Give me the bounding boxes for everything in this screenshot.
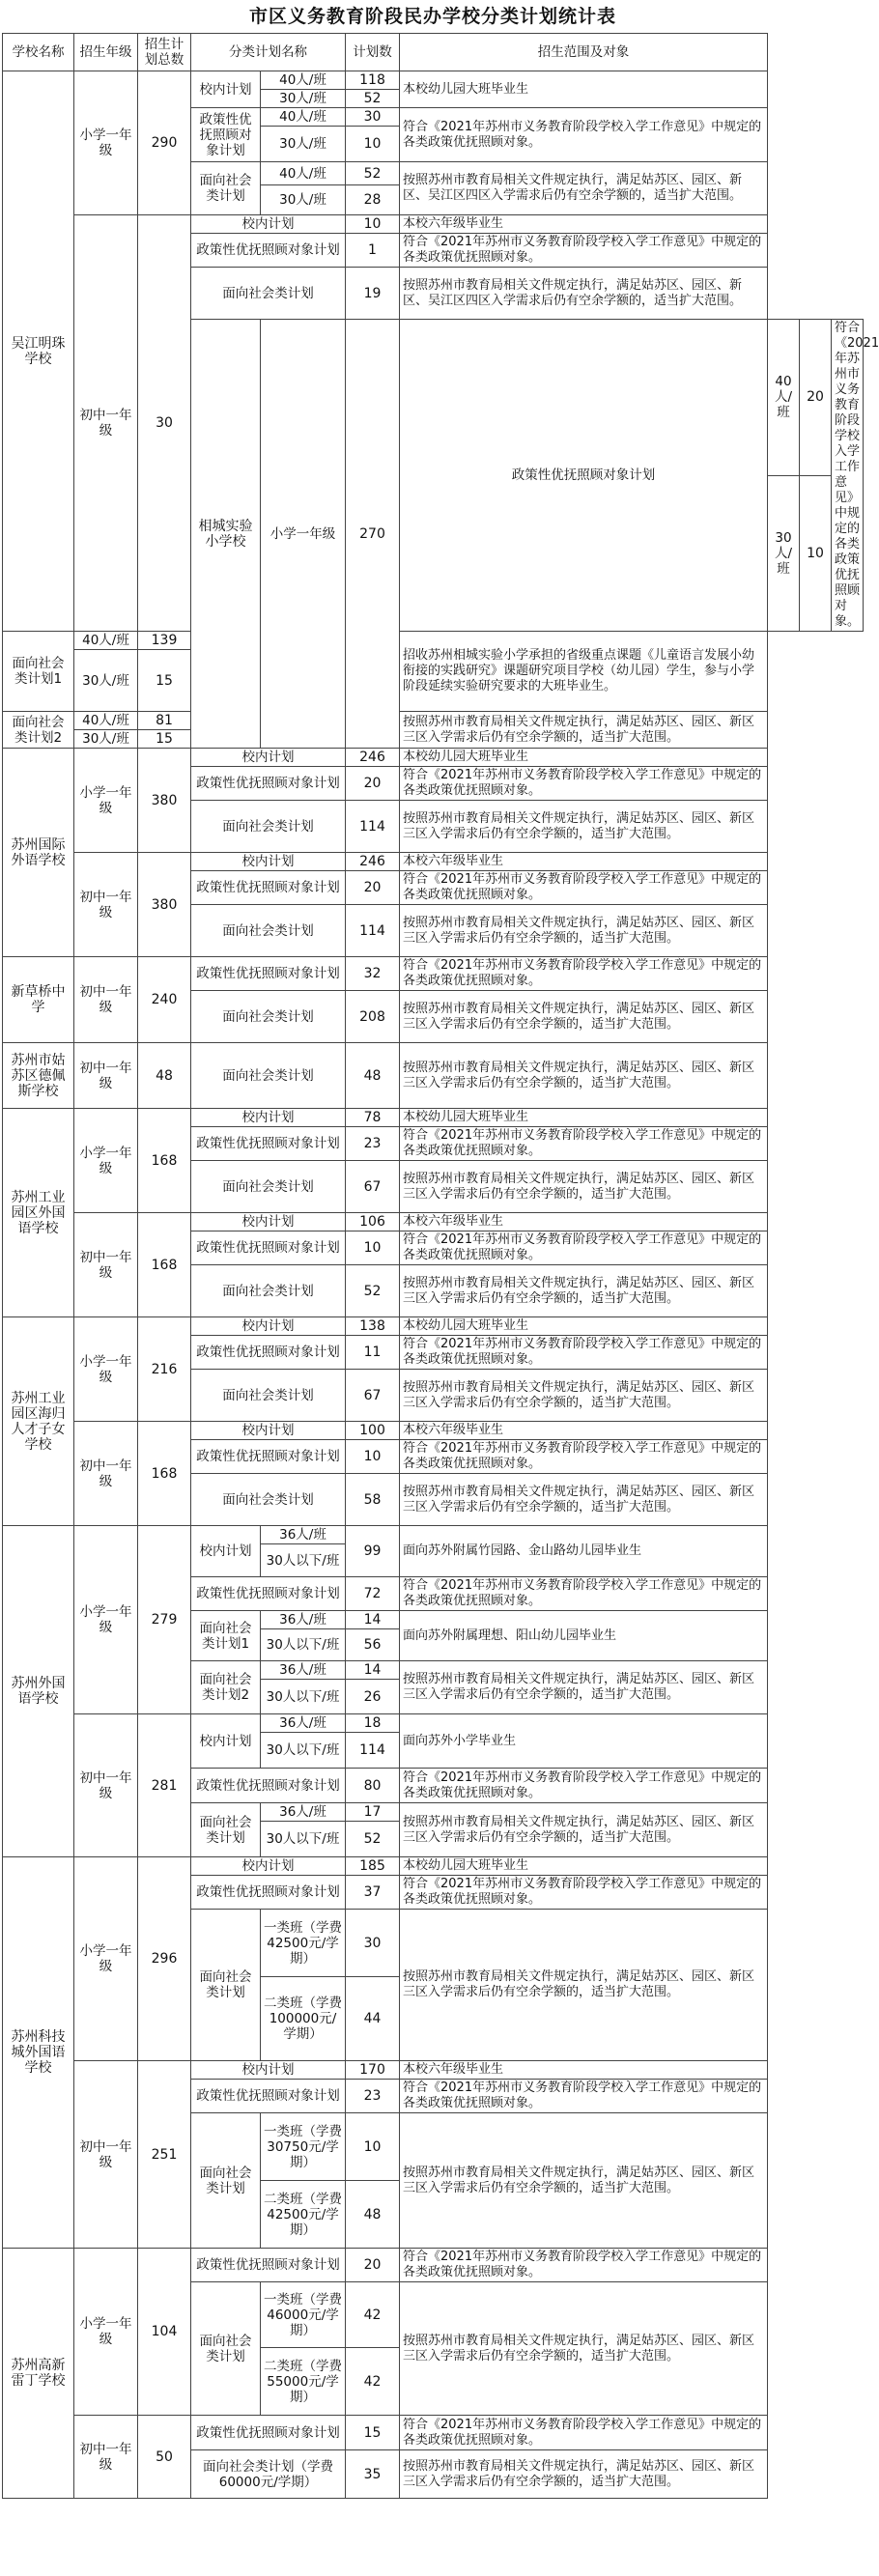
plan-count: 10 xyxy=(346,215,400,234)
scope: 符合《2021年苏州市义务教育阶段学校入学工作意见》中规定的各类政策优抚照顾对象。 xyxy=(400,2249,768,2282)
header-total: 招生计划总数 xyxy=(138,34,191,71)
plan-count: 15 xyxy=(346,2416,400,2450)
grade-total: 168 xyxy=(138,1109,191,1213)
plan-count: 80 xyxy=(346,1769,400,1803)
header-plan-name: 分类计划名称 xyxy=(191,34,346,71)
plan-name: 校内计划 xyxy=(191,853,346,871)
fee-class: 二类班（学费55000元/学期） xyxy=(261,2348,346,2416)
plan-count: 72 xyxy=(346,1577,400,1611)
class-size: 30人以下/班 xyxy=(261,1680,346,1714)
plan-name: 政策性优抚照顾对象计划 xyxy=(191,2080,346,2113)
fee-class: 二类班（学费42500元/学期） xyxy=(261,2181,346,2249)
grade-total: 251 xyxy=(138,2061,191,2249)
plan-count: 10 xyxy=(346,127,400,162)
scope: 符合《2021年苏州市义务教育阶段学校入学工作意见》中规定的各类政策优抚照顾对象。 xyxy=(400,1231,768,1265)
plan-name: 校内计划 xyxy=(191,1857,346,1876)
scope: 招收苏州相城实验小学承担的省级重点课题《儿童语言发展小幼衔接的实践研究》课题研究项目学校（幼儿园）学生，参与小学阶段延续实验研究要求的大班毕业生。 xyxy=(400,632,768,712)
scope: 本校幼儿园大班毕业生 xyxy=(400,71,768,108)
scope: 按照苏州市教育局相关文件规定执行，满足姑苏区、园区、新区三区入学需求后仍有空余学额的，适当扩大范围。 xyxy=(400,1910,768,2061)
scope: 按照苏州市教育局相关文件规定执行，满足姑苏区、园区、新区三区入学需求后仍有空余学额的，适当扩大范围。 xyxy=(400,1161,768,1213)
plan-count: 81 xyxy=(138,712,191,730)
plan-name: 面向社会类计划 xyxy=(191,2113,261,2249)
scope: 符合《2021年苏州市义务教育阶段学校入学工作意见》中规定的各类政策优抚照顾对象。 xyxy=(400,767,768,801)
page-title: 市区义务教育阶段民办学校分类计划统计表 xyxy=(248,6,616,27)
plan-count: 48 xyxy=(346,2181,400,2249)
scope: 按照苏州市教育局相关文件规定执行，满足姑苏区、园区、新区、吴江区四区入学需求后仍有空余学额的，适当扩大范围。 xyxy=(400,162,768,215)
scope: 面向苏外小学毕业生 xyxy=(400,1714,768,1769)
plan-count: 139 xyxy=(138,632,191,650)
plan-name: 校内计划 xyxy=(191,1213,346,1231)
plan-name: 面向社会类计划1 xyxy=(3,632,74,712)
plan-count: 15 xyxy=(138,730,191,749)
scope: 符合《2021年苏州市义务教育阶段学校入学工作意见》中规定的各类政策优抚照顾对象。 xyxy=(400,1127,768,1161)
class-size: 40人/班 xyxy=(768,320,800,476)
plan-count: 56 xyxy=(346,1629,400,1661)
class-size: 36人/班 xyxy=(261,1803,346,1822)
plan-name: 政策性优抚照顾对象计划 xyxy=(191,1440,346,1474)
scope: 按照苏州市教育局相关文件规定执行，满足姑苏区、园区、新区三区入学需求后仍有空余学额的，适当扩大范围。 xyxy=(400,1661,768,1714)
scope: 符合《2021年苏州市义务教育阶段学校入学工作意见》中规定的各类政策优抚照顾对象。 xyxy=(400,2080,768,2113)
school-name: 苏州外国语学校 xyxy=(3,1526,74,1857)
plan-name: 面向社会类计划 xyxy=(191,1803,261,1857)
scope: 按照苏州市教育局相关文件规定执行，满足姑苏区、园区、新区三区入学需求后仍有空余学额的，适当扩大范围。 xyxy=(400,1474,768,1526)
plan-name: 政策性优抚照顾对象计划 xyxy=(191,234,346,268)
scope: 按照苏州市教育局相关文件规定执行，满足姑苏区、园区、新区三区入学需求后仍有空余学额的，适当扩大范围。 xyxy=(400,801,768,853)
plan-count: 32 xyxy=(346,957,400,991)
school-name: 苏州高新雷丁学校 xyxy=(3,2249,74,2499)
plan-count: 19 xyxy=(346,268,400,320)
plan-count: 11 xyxy=(346,1336,400,1370)
plan-count: 42 xyxy=(346,2348,400,2416)
plan-name: 面向社会类计划（学费60000元/学期） xyxy=(191,2450,346,2499)
class-size: 30人/班 xyxy=(74,730,138,749)
plan-count: 35 xyxy=(346,2450,400,2499)
class-size: 30人/班 xyxy=(261,127,346,162)
scope: 按照苏州市教育局相关文件规定执行，满足姑苏区、园区、新区三区入学需求后仍有空余学额的，适当扩大范围。 xyxy=(400,1265,768,1317)
plan-count: 138 xyxy=(346,1317,400,1336)
scope: 符合《2021年苏州市义务教育阶段学校入学工作意见》中规定的各类政策优抚照顾对象。 xyxy=(400,1577,768,1611)
grade-total: 270 xyxy=(346,320,400,749)
class-size: 30人/班 xyxy=(74,650,138,712)
plan-count: 42 xyxy=(346,2282,400,2348)
scope: 本校幼儿园大班毕业生 xyxy=(400,1857,768,1876)
school-name: 苏州工业园区海归人才子女学校 xyxy=(3,1317,74,1526)
scope: 本校六年级毕业生 xyxy=(400,215,768,234)
class-size: 30人以下/班 xyxy=(261,1629,346,1661)
grade-total: 168 xyxy=(138,1213,191,1317)
class-size: 40人/班 xyxy=(74,632,138,650)
plan-count: 67 xyxy=(346,1161,400,1213)
plan-count: 48 xyxy=(346,1043,400,1109)
class-size: 36人/班 xyxy=(261,1714,346,1733)
grade: 小学一年级 xyxy=(74,2249,138,2416)
plan-count: 78 xyxy=(346,1109,400,1127)
plan-count: 30 xyxy=(346,1910,400,1977)
class-size: 30人以下/班 xyxy=(261,1544,346,1577)
plan-name: 政策性优抚照顾对象计划 xyxy=(191,957,346,991)
plan-name: 面向社会类计划 xyxy=(191,2282,261,2416)
grade-total: 380 xyxy=(138,749,191,853)
plan-name: 政策性优抚照顾对象计划 xyxy=(191,871,346,905)
grade: 小学一年级 xyxy=(74,749,138,853)
grade-total: 296 xyxy=(138,1857,191,2061)
scope: 按照苏州市教育局相关文件规定执行，满足姑苏区、园区、新区三区入学需求后仍有空余学额的，适当扩大范围。 xyxy=(400,2113,768,2249)
class-size: 40人/班 xyxy=(74,712,138,730)
scope: 符合《2021年苏州市义务教育阶段学校入学工作意见》中规定的各类政策优抚照顾对象。 xyxy=(400,2416,768,2450)
plan-count: 18 xyxy=(346,1714,400,1733)
scope: 按照苏州市教育局相关文件规定执行，满足姑苏区、园区、新区三区入学需求后仍有空余学额的，适当扩大范围。 xyxy=(400,2282,768,2416)
class-size: 40人/班 xyxy=(261,108,346,127)
scope: 本校幼儿园大班毕业生 xyxy=(400,1109,768,1127)
scope: 面向苏外附属理想、阳山幼儿园毕业生 xyxy=(400,1611,768,1661)
grade: 小学一年级 xyxy=(74,1109,138,1213)
plan-name: 政策性优抚照顾对象计划 xyxy=(191,1127,346,1161)
grade-total: 104 xyxy=(138,2249,191,2416)
scope: 本校六年级毕业生 xyxy=(400,1213,768,1231)
plan-count: 20 xyxy=(800,320,832,476)
class-size: 36人/班 xyxy=(261,1526,346,1544)
grade-total: 290 xyxy=(138,71,191,215)
plan-name: 校内计划 xyxy=(191,71,261,108)
plan-count: 28 xyxy=(346,185,400,215)
plan-count: 246 xyxy=(346,749,400,767)
plan-count: 10 xyxy=(346,1440,400,1474)
plan-count: 246 xyxy=(346,853,400,871)
class-size: 36人/班 xyxy=(261,1661,346,1680)
plan-count: 37 xyxy=(346,1876,400,1910)
grade: 初中一年级 xyxy=(74,853,138,957)
plan-count: 52 xyxy=(346,162,400,185)
school-name: 相城实验小学校 xyxy=(191,320,261,749)
scope: 面向苏外附属竹园路、金山路幼儿园毕业生 xyxy=(400,1526,768,1577)
grade: 初中一年级 xyxy=(74,1714,138,1857)
school-name: 苏州国际外语学校 xyxy=(3,749,74,957)
school-name: 吴江明珠学校 xyxy=(3,71,74,632)
scope: 符合《2021年苏州市义务教育阶段学校入学工作意见》中规定的各类政策优抚照顾对象。 xyxy=(832,320,864,632)
plan-name: 政策性优抚照顾对象计划 xyxy=(191,1231,346,1265)
scope: 按照苏州市教育局相关文件规定执行，满足姑苏区、园区、新区、吴江区四区入学需求后仍有空余学额的，适当扩大范围。 xyxy=(400,268,768,320)
grade: 小学一年级 xyxy=(261,320,346,749)
scope: 按照苏州市教育局相关文件规定执行，满足姑苏区、园区、新区三区入学需求后仍有空余学额的，适当扩大范围。 xyxy=(400,2450,768,2499)
plan-count: 44 xyxy=(346,1977,400,2061)
scope: 本校幼儿园大班毕业生 xyxy=(400,1317,768,1336)
class-size: 30人/班 xyxy=(261,185,346,215)
scope: 按照苏州市教育局相关文件规定执行，满足姑苏区、园区、新区三区入学需求后仍有空余学额的，适当扩大范围。 xyxy=(400,1803,768,1857)
plan-name: 政策性优抚照顾对象计划 xyxy=(191,108,261,162)
plan-count: 23 xyxy=(346,2080,400,2113)
grade-total: 281 xyxy=(138,1714,191,1857)
enrollment-table xyxy=(2,33,879,2499)
plan-name: 面向社会类计划 xyxy=(191,1474,346,1526)
plan-count: 15 xyxy=(138,650,191,712)
grade-total: 216 xyxy=(138,1317,191,1422)
header-school: 学校名称 xyxy=(3,34,74,71)
scope: 符合《2021年苏州市义务教育阶段学校入学工作意见》中规定的各类政策优抚照顾对象。 xyxy=(400,108,768,162)
grade-total: 240 xyxy=(138,957,191,1043)
grade-total: 279 xyxy=(138,1526,191,1714)
plan-name: 面向社会类计划 xyxy=(191,1265,346,1317)
grade: 初中一年级 xyxy=(74,2416,138,2499)
plan-count: 20 xyxy=(346,767,400,801)
class-size: 40人/班 xyxy=(261,71,346,90)
plan-name: 校内计划 xyxy=(191,215,346,234)
scope: 本校六年级毕业生 xyxy=(400,2061,768,2080)
scope: 符合《2021年苏州市义务教育阶段学校入学工作意见》中规定的各类政策优抚照顾对象。 xyxy=(400,234,768,268)
plan-name: 政策性优抚照顾对象计划 xyxy=(191,1577,346,1611)
plan-count: 99 xyxy=(346,1526,400,1577)
plan-count: 58 xyxy=(346,1474,400,1526)
plan-name: 面向社会类计划2 xyxy=(191,1661,261,1714)
grade: 初中一年级 xyxy=(74,1213,138,1317)
class-size: 40人/班 xyxy=(261,162,346,185)
grade-total: 30 xyxy=(138,215,191,632)
scope: 符合《2021年苏州市义务教育阶段学校入学工作意见》中规定的各类政策优抚照顾对象。 xyxy=(400,871,768,905)
class-size: 30人/班 xyxy=(768,475,800,632)
plan-count: 52 xyxy=(346,90,400,108)
plan-count: 20 xyxy=(346,871,400,905)
school-name: 苏州科技城外国语学校 xyxy=(3,1857,74,2249)
plan-name: 政策性优抚照顾对象计划 xyxy=(191,1336,346,1370)
scope: 按照苏州市教育局相关文件规定执行，满足姑苏区、园区、新区三区入学需求后仍有空余学额的，适当扩大范围。 xyxy=(400,1370,768,1422)
scope: 按照苏州市教育局相关文件规定执行，满足姑苏区、园区、新区三区入学需求后仍有空余学额的，适当扩大范围。 xyxy=(400,991,768,1043)
plan-count: 17 xyxy=(346,1803,400,1822)
fee-class: 一类班（学费30750元/学期） xyxy=(261,2113,346,2181)
plan-count: 170 xyxy=(346,2061,400,2080)
plan-name: 面向社会类计划 xyxy=(191,801,346,853)
plan-name: 面向社会类计划 xyxy=(191,1161,346,1213)
class-size: 30人以下/班 xyxy=(261,1822,346,1857)
plan-name: 政策性优抚照顾对象计划 xyxy=(191,1769,346,1803)
fee-class: 一类班（学费42500元/学期） xyxy=(261,1910,346,1977)
plan-name: 校内计划 xyxy=(191,2061,346,2080)
plan-name: 校内计划 xyxy=(191,1422,346,1440)
plan-name: 面向社会类计划 xyxy=(191,162,261,215)
scope: 符合《2021年苏州市义务教育阶段学校入学工作意见》中规定的各类政策优抚照顾对象。 xyxy=(400,1336,768,1370)
grade: 初中一年级 xyxy=(74,2061,138,2249)
plan-count: 67 xyxy=(346,1370,400,1422)
plan-count: 114 xyxy=(346,905,400,957)
scope: 按照苏州市教育局相关文件规定执行，满足姑苏区、园区、新区三区入学需求后仍有空余学额的，适当扩大范围。 xyxy=(400,1043,768,1109)
plan-count: 10 xyxy=(346,2113,400,2181)
plan-count: 14 xyxy=(346,1611,400,1629)
grade: 小学一年级 xyxy=(74,1526,138,1714)
header-count: 计划数 xyxy=(346,34,400,71)
plan-count: 52 xyxy=(346,1265,400,1317)
header-grade: 招生年级 xyxy=(74,34,138,71)
fee-class: 一类班（学费46000元/学期） xyxy=(261,2282,346,2348)
plan-count: 14 xyxy=(346,1661,400,1680)
plan-count: 23 xyxy=(346,1127,400,1161)
grade: 小学一年级 xyxy=(74,1857,138,2061)
grade: 初中一年级 xyxy=(74,957,138,1043)
school-name: 苏州工业园区外国语学校 xyxy=(3,1109,74,1317)
plan-count: 185 xyxy=(346,1857,400,1876)
plan-count: 1 xyxy=(346,234,400,268)
plan-count: 118 xyxy=(346,71,400,90)
plan-name: 校内计划 xyxy=(191,1109,346,1127)
grade: 小学一年级 xyxy=(74,1317,138,1422)
plan-count: 10 xyxy=(800,475,832,632)
plan-name: 面向社会类计划2 xyxy=(3,712,74,749)
plan-name: 政策性优抚照顾对象计划 xyxy=(191,2416,346,2450)
school-name: 苏州市姑苏区德佩斯学校 xyxy=(3,1043,74,1109)
plan-count: 10 xyxy=(346,1231,400,1265)
plan-name: 面向社会类计划 xyxy=(191,1910,261,2061)
plan-count: 52 xyxy=(346,1822,400,1857)
plan-count: 26 xyxy=(346,1680,400,1714)
class-size: 36人/班 xyxy=(261,1611,346,1629)
plan-count: 114 xyxy=(346,801,400,853)
grade-total: 380 xyxy=(138,853,191,957)
plan-name: 校内计划 xyxy=(191,1526,261,1577)
fee-class: 二类班（学费100000元/学期） xyxy=(261,1977,346,2061)
plan-count: 100 xyxy=(346,1422,400,1440)
grade: 初中一年级 xyxy=(74,215,138,632)
grade: 小学一年级 xyxy=(74,71,138,215)
plan-name: 面向社会类计划 xyxy=(191,905,346,957)
plan-name: 校内计划 xyxy=(191,1714,261,1769)
plan-name: 政策性优抚照顾对象计划 xyxy=(400,320,768,632)
scope: 符合《2021年苏州市义务教育阶段学校入学工作意见》中规定的各类政策优抚照顾对象。 xyxy=(400,1876,768,1910)
plan-name: 政策性优抚照顾对象计划 xyxy=(191,767,346,801)
plan-name: 政策性优抚照顾对象计划 xyxy=(191,2249,346,2282)
plan-name: 校内计划 xyxy=(191,749,346,767)
school-name: 新草桥中学 xyxy=(3,957,74,1043)
grade-total: 48 xyxy=(138,1043,191,1109)
scope: 符合《2021年苏州市义务教育阶段学校入学工作意见》中规定的各类政策优抚照顾对象。 xyxy=(400,1440,768,1474)
scope: 按照苏州市教育局相关文件规定执行，满足姑苏区、园区、新区三区入学需求后仍有空余学额的，适当扩大范围。 xyxy=(400,712,768,749)
plan-name: 校内计划 xyxy=(191,1317,346,1336)
plan-count: 208 xyxy=(346,991,400,1043)
grade-total: 168 xyxy=(138,1422,191,1526)
plan-count: 20 xyxy=(346,2249,400,2282)
plan-name: 政策性优抚照顾对象计划 xyxy=(191,1876,346,1910)
plan-name: 面向社会类计划 xyxy=(191,268,346,320)
plan-count: 30 xyxy=(346,108,400,127)
scope: 符合《2021年苏州市义务教育阶段学校入学工作意见》中规定的各类政策优抚照顾对象。 xyxy=(400,1769,768,1803)
scope: 按照苏州市教育局相关文件规定执行，满足姑苏区、园区、新区三区入学需求后仍有空余学额的，适当扩大范围。 xyxy=(400,905,768,957)
plan-count: 114 xyxy=(346,1733,400,1769)
scope: 本校幼儿园大班毕业生 xyxy=(400,749,768,767)
scope: 本校六年级毕业生 xyxy=(400,853,768,871)
header-row xyxy=(3,34,864,71)
scope: 本校六年级毕业生 xyxy=(400,1422,768,1440)
grade: 初中一年级 xyxy=(74,1043,138,1109)
scope: 符合《2021年苏州市义务教育阶段学校入学工作意见》中规定的各类政策优抚照顾对象。 xyxy=(400,957,768,991)
header-scope: 招生范围及对象 xyxy=(400,34,768,71)
plan-count: 106 xyxy=(346,1213,400,1231)
plan-name: 面向社会类计划 xyxy=(191,1370,346,1422)
class-size: 30人以下/班 xyxy=(261,1733,346,1769)
plan-name: 面向社会类计划1 xyxy=(191,1611,261,1661)
class-size: 30人/班 xyxy=(261,90,346,108)
plan-name: 面向社会类计划 xyxy=(191,1043,346,1109)
plan-name: 面向社会类计划 xyxy=(191,991,346,1043)
grade: 初中一年级 xyxy=(74,1422,138,1526)
grade-total: 50 xyxy=(138,2416,191,2499)
